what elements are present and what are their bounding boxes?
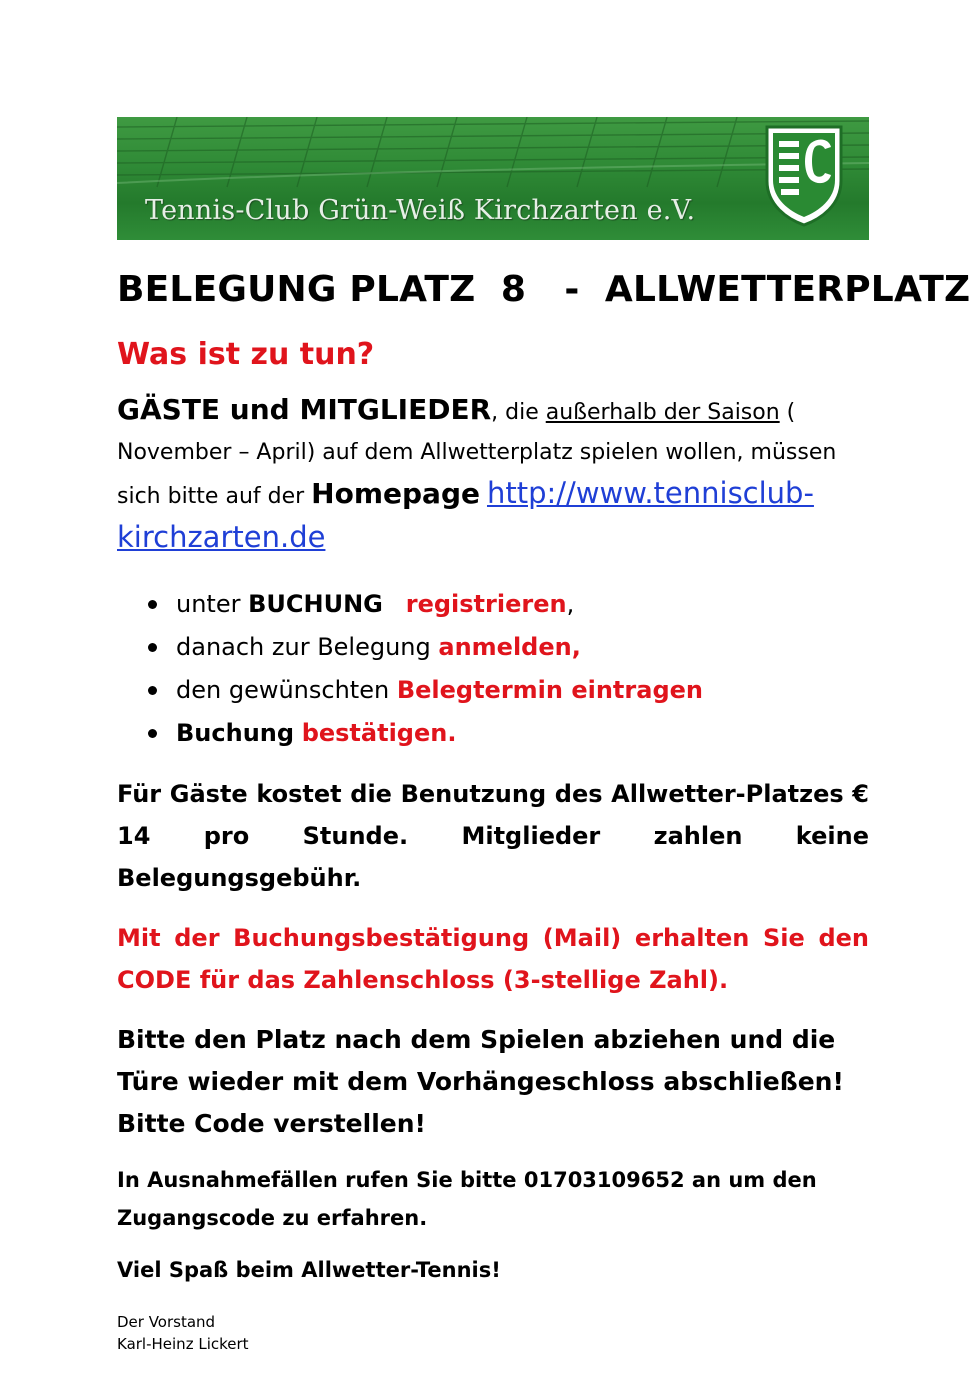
bullet-icon xyxy=(148,643,157,652)
bullet-icon xyxy=(148,600,157,609)
tennis-net-graphic xyxy=(117,117,869,197)
season-note: außerhalb der Saison xyxy=(545,400,780,425)
intro-text-1: , die xyxy=(491,400,546,425)
step-highlight: bestätigen. xyxy=(301,719,457,747)
intro-text-2: ( November – April) auf dem Allwetterplatz spielen wollen, müssen sich bitte auf der xyxy=(117,400,837,509)
farewell: Viel Spaß beim Allwetter-Tennis! xyxy=(117,1258,501,1282)
list-item xyxy=(117,626,869,669)
signature-role: Der Vorstand xyxy=(117,1313,216,1331)
homepage-link[interactable]: http://www.tennisclub-kirchzarten.de xyxy=(117,476,814,554)
booking-steps-list xyxy=(117,583,869,755)
signature-block xyxy=(117,1311,869,1355)
step-end: , xyxy=(566,590,575,618)
section-heading: Was ist zu tun? xyxy=(117,337,375,372)
step-bold: BUCHUNG xyxy=(248,590,383,618)
club-banner xyxy=(117,117,869,240)
club-name: Tennis-Club Grün-Weiß Kirchzarten e.V. xyxy=(145,195,696,226)
list-item xyxy=(117,583,869,626)
bullet-icon xyxy=(148,729,157,738)
code-notice: Mit der Buchungsbestätigung (Mail) erhalten Sie den CODE für das Zahlenschloss (3-stellige Zahl). xyxy=(117,924,869,994)
signature-name: Karl-Heinz Lickert xyxy=(117,1335,249,1353)
step-highlight: anmelden, xyxy=(438,633,581,661)
intro-space xyxy=(480,484,487,509)
list-item xyxy=(117,669,869,712)
step-gap xyxy=(294,719,302,747)
bullet-icon xyxy=(148,686,157,695)
step-text: unter xyxy=(176,590,249,618)
step-gap xyxy=(383,590,406,618)
list-item xyxy=(117,712,869,755)
page-title: BELEGUNG PLATZ 8 - ALLWETTERPLATZ xyxy=(117,269,971,310)
closing-instructions: Bitte den Platz nach dem Spielen abziehen und die Türe wieder mit dem Vorhängeschloss abschließen! Bitte Code verstellen! xyxy=(117,1025,844,1138)
homepage-label: Homepage xyxy=(311,477,480,510)
exception-notice: In Ausnahmefällen rufen Sie bitte 01703109652 an um den Zugangscode zu erfahren. xyxy=(117,1168,817,1230)
step-bold: Buchung xyxy=(176,719,295,747)
intro-paragraph xyxy=(117,390,869,561)
step-highlight: Belegtermin eintragen xyxy=(396,676,703,704)
fees-paragraph: Für Gäste kostet die Benutzung des Allwetter-Platzes € 14 pro Stunde. Mitglieder zahlen keine Belegungsgebühr. xyxy=(117,780,869,892)
step-highlight: registrieren xyxy=(405,590,567,618)
club-crest-icon xyxy=(763,123,845,227)
step-text: den gewünschten xyxy=(176,676,397,704)
intro-lead: GÄSTE und MITGLIEDER xyxy=(117,393,492,426)
step-text: danach zur Belegung xyxy=(176,633,439,661)
document-page xyxy=(117,117,971,1355)
